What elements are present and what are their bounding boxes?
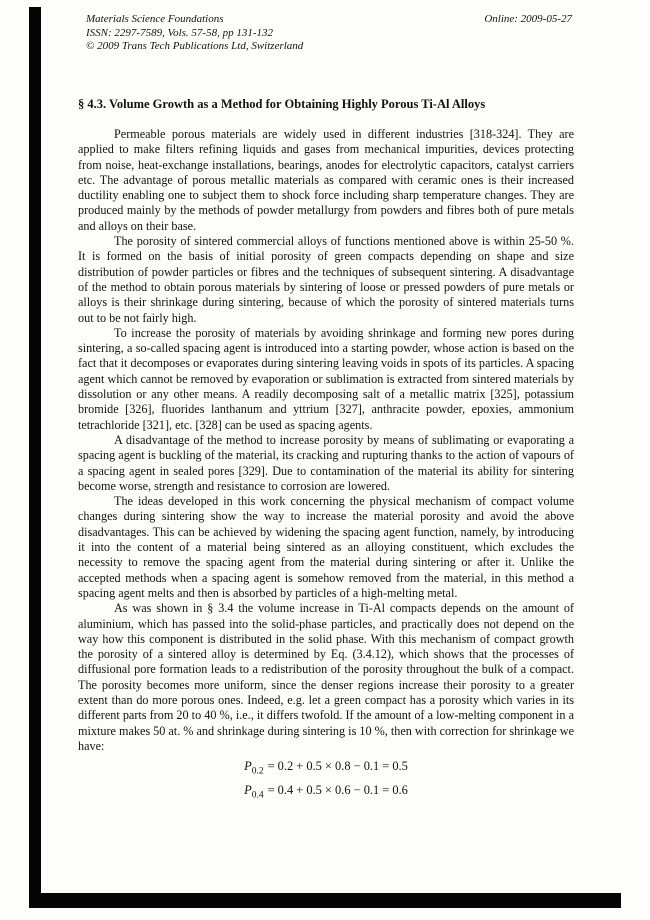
online-date: Online: 2009-05-27 xyxy=(484,13,572,25)
journal-copyright: © 2009 Trans Tech Publications Ltd, Switzerland xyxy=(86,40,304,52)
equation-block xyxy=(78,757,574,805)
equation-1 xyxy=(78,757,574,781)
scan-edge-left xyxy=(29,7,41,908)
journal-header-left xyxy=(86,13,303,54)
equation-2 xyxy=(78,781,574,805)
paragraph-3: To increase the porosity of materials by avoiding shrinkage and forming new pores during sintering, a so-called spacing agent is introduced into a starting powder, whose action is based on the fact that it decomposes or evaporates during sintering leaving voids in spots of its particles. A spacing agent which cannot be removed by evaporation or sublimation is extracted from sintered materials by dissolution or any other means. A readily decomposing salt of a metallic matrix [325], potassium bromide [326], fluorides lanthanum and yttrium [327], anthracite powder, epoxies, ammonium tetrachloride [321], etc. [328] can be used as spacing agents. xyxy=(78,325,574,432)
journal-title: Materials Science Foundations xyxy=(86,13,224,25)
section-title: § 4.3. Volume Growth as a Method for Obtaining Highly Porous Ti-Al Alloys xyxy=(78,97,486,111)
equation-1-subscript: 0.2 xyxy=(251,766,264,777)
equation-2-variable: P xyxy=(244,783,252,798)
journal-issn: ISSN: 2297-7589, Vols. 57-58, pp 131-132 xyxy=(86,26,273,39)
paragraph-2: The porosity of sintered commercial alloys of functions mentioned above is within 25-50 %. It is formed on the basis of initial porosity of green compacts depending on shape and size distribution of powder particles or fibres and the techniques of subsequent sintering. A disadvantage of the method to obtain porous materials by sintering of loose or pressed powders of pure metals or alloys is their shrinkage during sintering, because of which the porosity of sintered materials turns out to be not fairly high. xyxy=(78,234,574,325)
equation-1-expression: = 0.2 + 0.5 × 0.8 − 0.1 = 0.5 xyxy=(267,759,408,774)
equation-2-expression: = 0.4 + 0.5 × 0.6 − 0.1 = 0.6 xyxy=(267,783,408,798)
equation-1-variable: P xyxy=(244,759,252,774)
paragraph-6: As was shown in § 3.4 the volume increase in Ti-Al compacts depends on the amount of aluminium, which has passed into the solid-phase particles, and practically does not depend on the way how this component is distributed in the solid phase. With this mechanism of compact growth the porosity of a sintered alloy is determined by Eq. (3.4.12), which shows that the processes of diffusional pore formation leads to a redistribution of the porosity throughout the bulk of a compact. The porosity becomes more uniform, since the denser regions increase their porosity to a greater extent than do more porous ones. Indeed, e.g. let a green compact has a porosity which varies in its different parts from 20 to 40 %, i.e., it differs twofold. If the amount of a low-melting component in a mixture makes 50 at. % and shrinkage during sintering is 10 %, then with correction for shrinkage we have: xyxy=(78,601,574,753)
equation-2-subscript: 0.4 xyxy=(251,790,264,801)
scan-edge-bottom xyxy=(29,893,621,908)
paragraph-1: Permeable porous materials are widely used in different industries [318-324]. They are applied to make filters refining liquids and gases from mechanical impurities, devices protecting from noise, heat-exchange installations, bearings, anodes for electrolytic capacitors, catalyst carriers etc. The advantage of porous metallic materials as compared with ceramic ones is their increased ductility enabling one to subject them to shock force including sharp temperature changes. They are produced mainly by the methods of powder metallurgy from powders and fibres both of pure metals and alloys on their base. xyxy=(78,127,574,233)
body-text xyxy=(78,127,574,805)
paragraph-5: The ideas developed in this work concerning the physical mechanism of compact volume changes during sintering show the way to increase the material porosity and avoid the above disadvantages. This can be achieved by widening the spacing agent function, namely, by introducing it into the content of a material being sintered as an alloying constituent, which excludes the necessity to remove the spacing agent from the material during sintering or after it. Unlike the accepted methods when a spacing agent is somehow removed from the material, in this method a spacing agent melts and then is absorbed by particles of a high-melting metal. xyxy=(78,494,574,600)
paragraph-4: A disadvantage of the method to increase porosity by means of sublimating or evaporating a spacing agent is buckling of the material, its cracking and rupturing thanks to the action of vapours of a spacing agent in sealed pores [329]. Due to contamination of the material its ability for sintering become worse, strength and resistance to corrosion are lowered. xyxy=(78,432,574,493)
journal-header xyxy=(86,13,572,54)
